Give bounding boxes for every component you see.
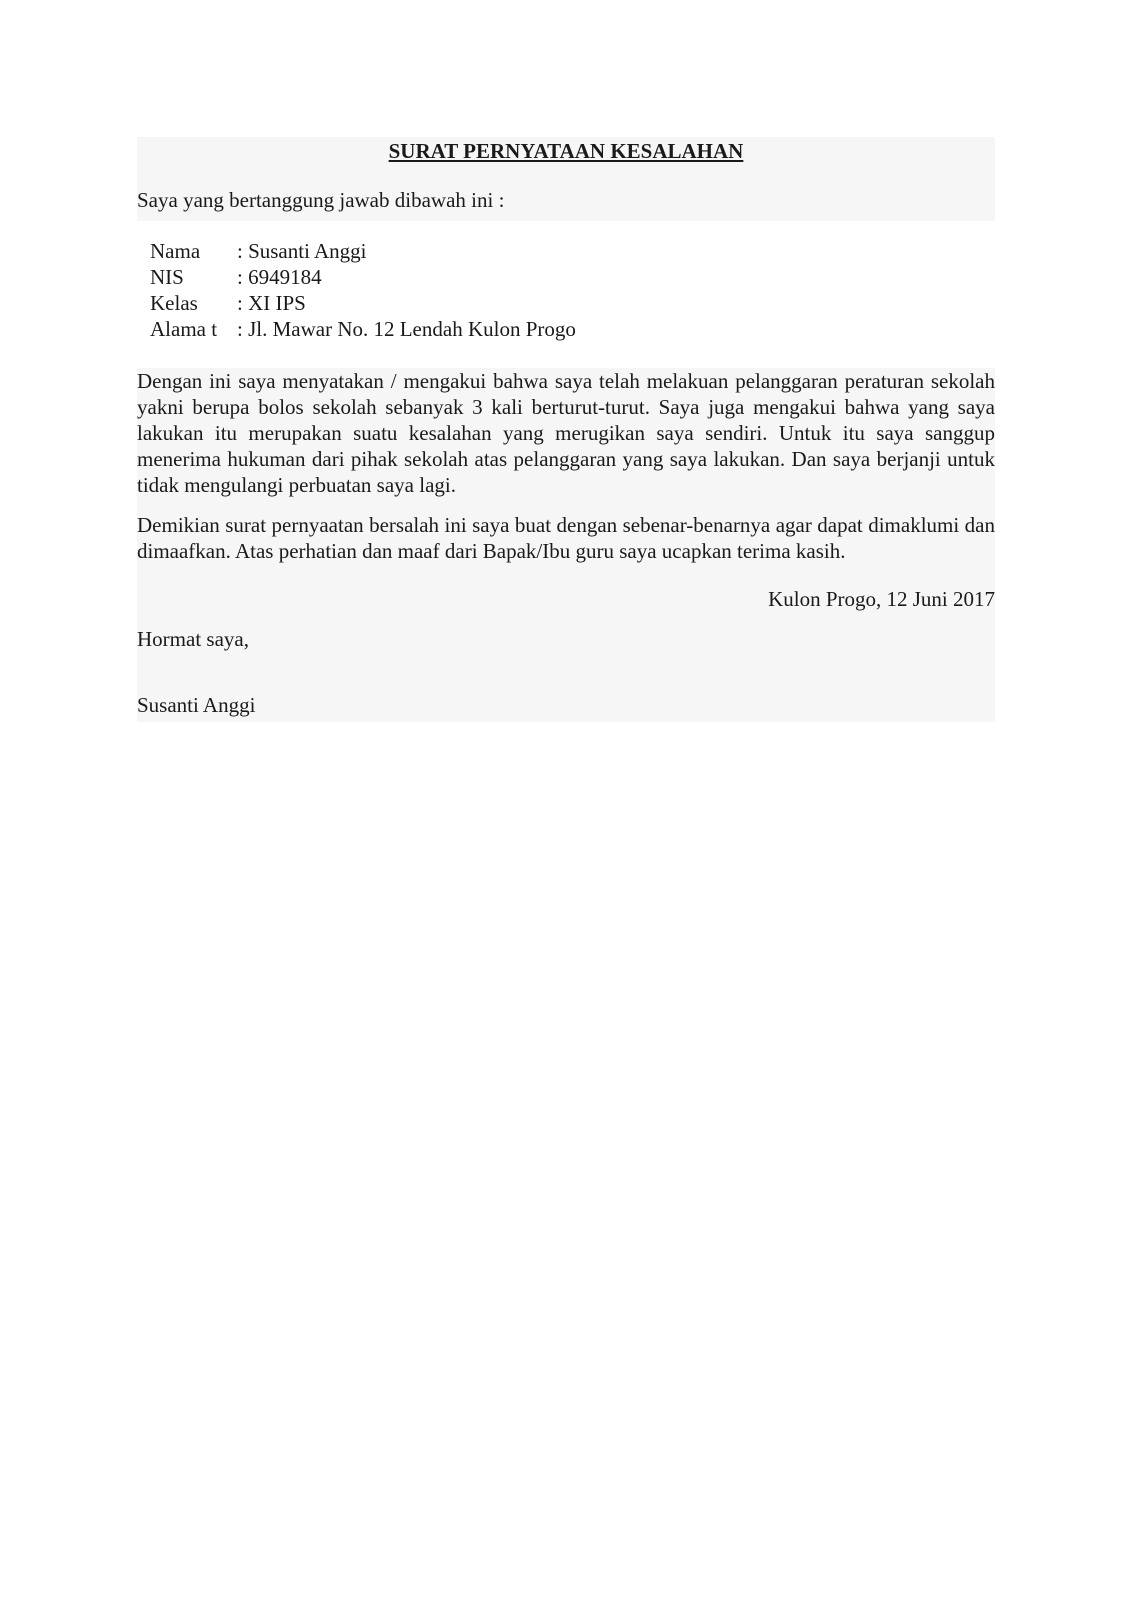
spacer <box>137 498 995 512</box>
spacer <box>137 564 995 586</box>
identity-row-alamat <box>150 316 995 342</box>
letter-document <box>137 137 995 722</box>
identity-label: Alama t <box>150 317 218 341</box>
identity-label: Kelas <box>150 291 198 315</box>
statement-paragraph: Dengan ini saya menyatakan / mengakui bahwa saya telah melakuan pelanggaran peraturan sekolah yakni berupa bolos sekolah sebanyak 3 kali berturut-turut. Saya juga mengakui bahwa yang saya lakukan itu merupakan suatu kesalahan yang merugikan saya sendiri. Untuk itu saya sanggup menerima hukuman dari pihak sekolah atas pelanggaran yang saya lakukan. Dan saya berjanji untuk tidak mengulangi perbuatan saya lagi. <box>137 369 995 497</box>
identity-value: : Susanti Anggi <box>237 239 367 263</box>
letter-header <box>137 137 995 221</box>
identity-value: : XI IPS <box>237 291 306 315</box>
closing-paragraph: Demikian surat pernyaatan bersalah ini saya buat dengan sebenar-benarnya agar dapat dimaklumi dan dimaafkan. Atas perhatian dan maaf dari Bapak/Ibu guru saya ucapkan terima kasih. <box>137 513 995 563</box>
spacer <box>137 342 995 368</box>
identity-label: NIS <box>150 265 184 289</box>
identity-row-name <box>150 238 995 264</box>
place-date: Kulon Progo, 12 Juni 2017 <box>768 587 995 611</box>
identity-row-nis <box>150 264 995 290</box>
spacer <box>137 221 995 238</box>
spacer <box>137 612 995 626</box>
closing-salutation: Hormat saya, <box>137 627 249 651</box>
letter-title: SURAT PERNYATAAN KESALAHAN <box>388 139 744 163</box>
identity-value: : 6949184 <box>237 265 322 289</box>
identity-row-kelas <box>150 290 995 316</box>
spacer <box>137 652 995 692</box>
identity-value: : Jl. Mawar No. 12 Lendah Kulon Progo <box>237 317 576 341</box>
identity-block <box>150 238 995 342</box>
intro-line: Saya yang bertanggung jawab dibawah ini : <box>137 188 505 212</box>
identity-label: Nama <box>150 239 201 263</box>
letter-body <box>137 368 995 722</box>
signer-name: Susanti Anggi <box>137 693 256 717</box>
